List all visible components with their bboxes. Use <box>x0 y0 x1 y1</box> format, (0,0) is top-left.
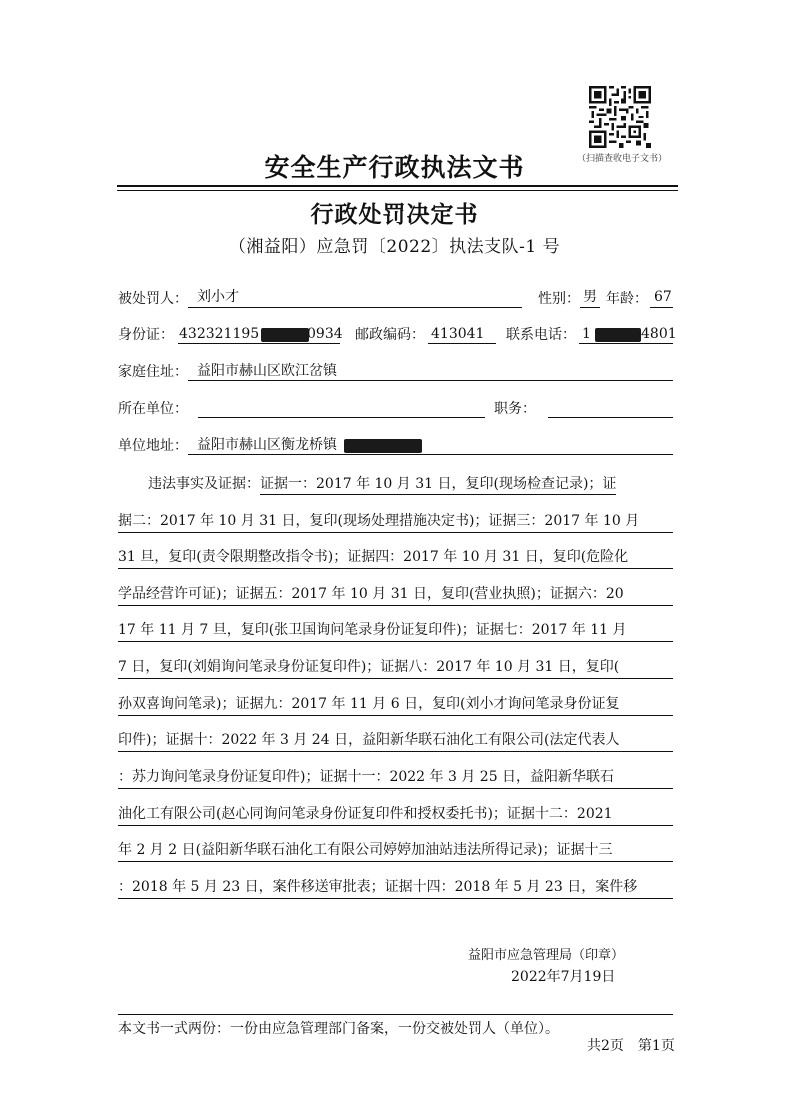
evidence-line-8: 印件)；证据十：2022 年 3 月 24 日，益阳新华联石油化工有限公司(法定代表人 <box>118 730 673 752</box>
evidence-line-9: ：苏力询问笔录身份证复印件)；证据十一：2022 年 3 月 25 日，益阳新华联石 <box>118 767 673 789</box>
duty-label: 职务： <box>494 401 536 417</box>
person-underline <box>188 307 522 308</box>
issuing-authority: 益阳市应急管理局（印章） <box>468 948 625 963</box>
footer-rule <box>118 1014 673 1015</box>
evidence-line-1 <box>148 474 673 495</box>
header-rule-thin <box>117 190 678 191</box>
phone-value-prefix: 1 <box>582 326 591 342</box>
header-title: 安全生产行政执法文书 <box>264 153 525 182</box>
page-indicator: 共2页 第1页 <box>587 1038 675 1054</box>
unit-label: 所在单位： <box>118 401 188 417</box>
header-rule-thick <box>117 185 678 187</box>
qr-code <box>589 86 651 148</box>
evidence-line-3: 31 旦，复印(责令限期整改指令书)；证据四：2017 年 10 月 31 日，复印(危险化 <box>118 547 673 569</box>
age-value: 67 <box>654 289 672 305</box>
evidence-intro: 违法事实及证据： <box>148 476 260 492</box>
evidence-line-12: ：2018 年 5 月 23 日，案件移送审批表；证据十四：2018 年 5 月 23 日，案件移 <box>118 877 673 899</box>
home-label: 家庭住址： <box>118 364 188 380</box>
id-redaction <box>261 328 309 342</box>
document-title: 行政处罚决定书 <box>310 201 479 228</box>
phone-redaction <box>595 328 641 342</box>
phone-value-suffix: 4801 <box>641 326 677 342</box>
id-underline <box>178 343 340 344</box>
evidence-line-6: 7 日，复印(刘娟询问笔录身份证复印件)；证据八：2017 年 10 月 31 日，复印( <box>118 657 673 679</box>
unit-address-value: 益阳市赫山区衡龙桥镇 <box>197 437 337 453</box>
id-label: 身份证： <box>118 327 174 343</box>
evidence-line-11: 年 2 月 2 日(益阳新华联石油化工有限公司婷婷加油站违法所得记录)；证据十三 <box>118 840 673 862</box>
document-number: （湘益阳）应急罚〔2022〕执法支队-1 号 <box>228 237 561 257</box>
address-redaction <box>344 439 422 453</box>
evidence-line-1-text: 证据一：2017 年 10 月 31 日，复印(现场检查记录)；证 <box>260 476 616 495</box>
duty-underline <box>548 417 673 418</box>
postal-label: 邮政编码： <box>355 327 425 343</box>
issue-date: 2022年7月19日 <box>511 969 616 985</box>
person-label: 被处罚人： <box>118 291 188 307</box>
age-underline <box>650 307 673 308</box>
gender-label: 性别： <box>538 291 580 307</box>
evidence-line-5: 17 年 11 月 7 旦，复印(张卫国询问笔录身份证复印件)；证据七：2017 年 11 月 <box>118 620 673 642</box>
id-value-prefix: 432321195 <box>179 326 260 342</box>
unit-address-underline <box>188 454 673 455</box>
person-value: 刘小才 <box>197 289 239 305</box>
postal-value: 413041 <box>431 326 485 342</box>
footer-note: 本文书一式两份：一份由应急管理部门备案，一份交被处罚人（单位）。 <box>118 1021 559 1037</box>
gender-value: 男 <box>583 289 597 305</box>
home-underline <box>188 380 673 381</box>
phone-underline <box>579 343 673 344</box>
age-label: 年龄： <box>606 291 648 307</box>
home-value: 益阳市赫山区欧江岔镇 <box>197 363 337 379</box>
evidence-line-7: 孙双喜询问笔录)；证据九：2017 年 11 月 6 日，复印(刘小才询问笔录身份证复 <box>118 694 673 716</box>
evidence-line-2: 据二：2017 年 10 月 31 日，复印(现场处理措施决定书)；证据三：2017 年 10 月 <box>118 511 673 533</box>
postal-underline <box>428 343 496 344</box>
qr-caption: （扫描查收电子文书） <box>576 154 667 164</box>
evidence-line-10: 油化工有限公司(赵心同询问笔录身份证复印件和授权委托书)；证据十二：2021 <box>118 804 673 826</box>
phone-label: 联系电话： <box>506 327 576 343</box>
unit-address-label: 单位地址： <box>118 438 188 454</box>
gender-underline <box>580 307 600 308</box>
unit-underline <box>198 417 485 418</box>
id-value-suffix: 0934 <box>307 326 343 342</box>
evidence-line-4: 学品经营许可证)；证据五：2017 年 10 月 31 日，复印(营业执照)；证据六：20 <box>118 584 673 606</box>
